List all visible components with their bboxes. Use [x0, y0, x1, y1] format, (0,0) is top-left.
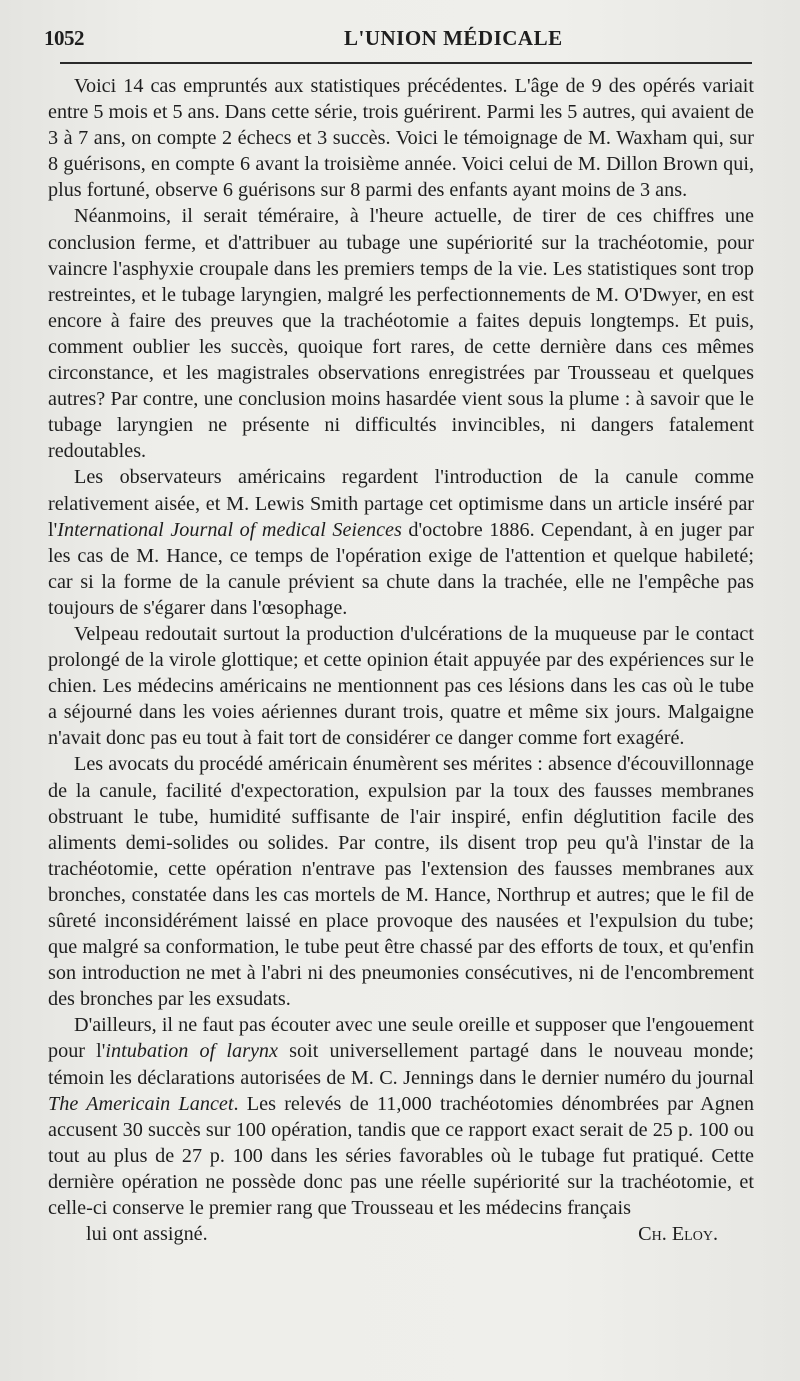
running-title: L'UNION MÉDICALE	[344, 26, 563, 50]
journal-name: The Americain Lancet	[48, 1092, 234, 1115]
page-header	[44, 26, 750, 56]
paragraph-5: Les avocats du procédé américain énumèrent ses mérites : absence d'écouvillonnage de la canule, facilité d'expectoration, expulsion par la toux des fausses membranes obstruant le tube, humidité suffisante de l'air inspiré, enfin déglutition facile des aliments demi-solides ou solides. Par contre, ils disent trop peu qu'à l'instar de la trachéotomie, cette opération n'entrave pas l'extension des fausses membranes aux bronches, constatée dans les cas mortels de M. Hance, Northrup et autres; que le fil de sûreté inconsidérément laissé en place provoque des nausées et l'expulsion du tube; que malgré sa conformation, le tube peut être chassé par des efforts de toux, et qu'enfin son introduction ne met à l'abri ni des pneumonies consécutives, ni de l'encombrement des bronches par les exsudats.	[48, 753, 754, 1011]
article-body	[48, 73, 754, 1247]
paragraph-3-text-a: Les observateurs américains regardent l'introduction de la canule comme relativement aisée, et M. Lewis Smith partage cet optimisme dans un article inséré par l'	[48, 466, 754, 541]
paragraph-2: Néanmoins, il serait téméraire, à l'heure actuelle, de tirer de ces chiffres une conclusion ferme, et d'attribuer au tubage une supériorité sur la trachéotomie, pour vaincre l'asphyxie croupale dans les premiers temps de la vie. Les statistiques sont trop restreintes, et le tubage laryngien, malgré les perfectionnements de M. O'Dwyer, en est encore à faire des preuves que la trachéotomie a faites depuis longtemps. Et puis, comment oublier les succès, quoique fort rares, de cette dernière dans ces mêmes circonstance, et les magistrales observations enregistrées par Trousseau et quelques autres? Par contre, une conclusion moins hasardée vient sous la plume : à savoir que le tubage laryngien ne présente ni difficultés invincibles, ni dangers fatalement redoutables.	[48, 205, 754, 463]
closing-line	[48, 1221, 754, 1247]
paragraph-3	[48, 464, 754, 621]
paragraph-4: Velpeau redoutait surtout la production d'ulcérations de la muqueuse par le contact prolongé de la virole glottique; et cette opinion était appuyée par des expériences sur le chien. Les médecins américains ne mentionnent pas ces lésions dans les cas où le tube a séjourné dans les voies aériennes durant trois, quatre et même six jours. Malgaigne n'avait donc pas eu tout à fait tort de considérer ce danger comme fort exagéré.	[48, 622, 754, 750]
closing-text: lui ont assigné.	[86, 1223, 208, 1246]
paragraph-6-text-c: . Les relevés de 11,000 trachéotomies dénombrées par Agnen accusent 30 succès sur 100 opération, tandis que ce rapport exact serait de 25 p. 100 ou tout au plus de 27 p. 100 dans les séries favorables où le tubage fut pratiqué. Cette dernière opération ne possède donc pas une réelle supériorité sur la trachéotomie, et celle-ci conserve le premier rang que Trousseau et les médecins français	[48, 1092, 754, 1220]
page-number: 1052	[44, 26, 84, 50]
paragraph-6-text-b: soit universellement partagé dans le nouveau monde; témoin les déclarations autorisées de M. C. Jennings dans le dernier numéro du journal	[48, 1040, 755, 1089]
paragraph-3-text-b: d'octobre 1886. Cependant, à en juger par les cas de M. Hance, ce temps de l'opération exige de l'attention et quelque habileté; car si la forme de la canule prévient sa chute dans la trachée, elle ne l'empêche pas toujours de s'égarer dans l'œsophage.	[48, 518, 754, 619]
journal-title: International Journal of medical Seiences	[57, 518, 402, 541]
header-rule	[60, 62, 752, 64]
paragraph-6-text-a: D'ailleurs, il ne faut pas écouter avec une seule oreille et supposer que l'engouement pour l'	[48, 1014, 754, 1063]
paragraph-6	[48, 1012, 754, 1221]
paragraph-1: Voici 14 cas empruntés aux statistiques précédentes. L'âge de 9 des opérés variait entre 5 mois et 5 ans. Dans cette série, trois guérirent. Parmi les 5 autres, qui avaient de 3 à 7 ans, on compte 2 échecs et 3 succès. Voici le témoignage de M. Waxham qui, sur 8 guérisons, en compte 6 avant la troisième année. Voici celui de M. Dillon Brown qui, plus fortuné, observe 6 guérisons sur 8 parmi des enfants ayant moins de 3 ans.	[48, 75, 754, 202]
author-signature: Ch. Eloy.	[638, 1223, 718, 1246]
intubation-term: intubation of larynx	[105, 1040, 278, 1063]
